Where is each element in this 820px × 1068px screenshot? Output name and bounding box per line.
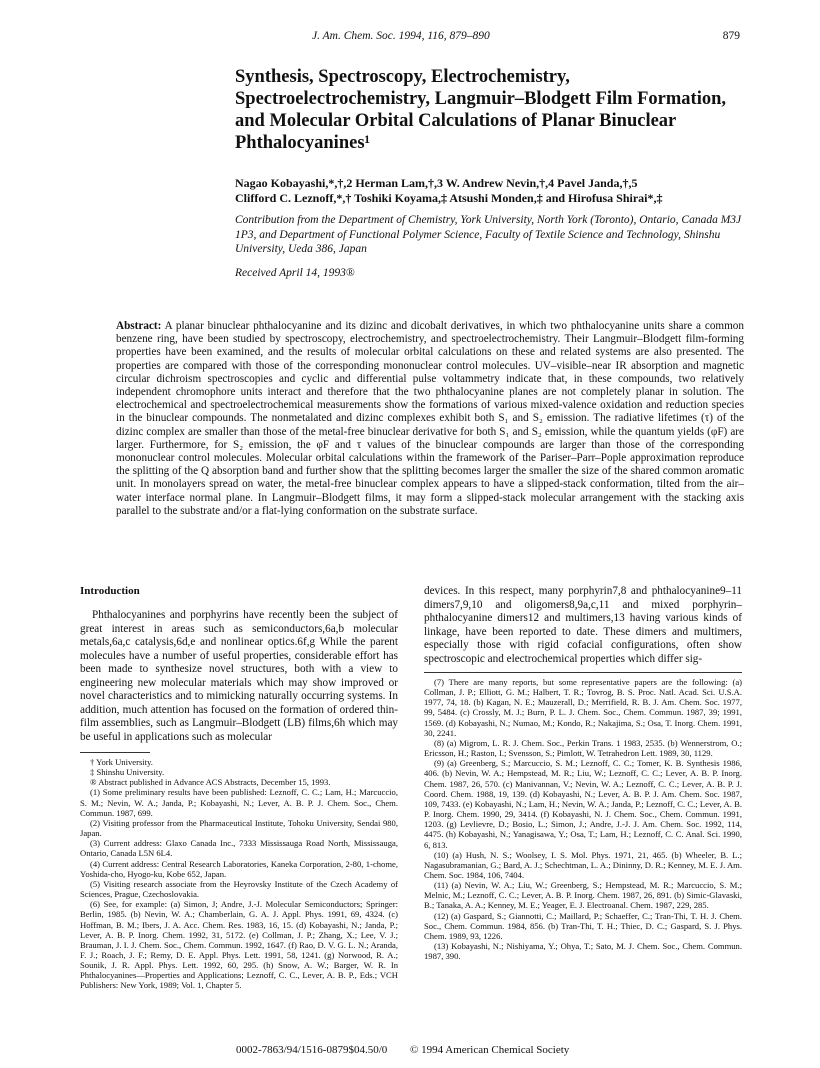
footnote: (1) Some preliminary results have been published: Leznoff, C. C.; Lam, H.; Marcuccio, S. M.; Nevin, W. A.; Janda, P.; Kobayashi, N.; Lever, A. B. P. J. Chem. Soc., Chem. Commun. 1987, 699.: [80, 787, 398, 818]
footnote-divider: [80, 752, 150, 753]
footnote: ‡ Shinshu University.: [90, 767, 165, 778]
section-heading-introduction: Introduction: [80, 585, 140, 597]
footnote: (9) (a) Greenberg, S.; Marcuccio, S. M.; Leznoff, C. C.; Tomer, K. B. Synthesis 1986, 406. (b) Nevin, W. A.; Hempstead, M. R.; Liu, W.; Leznoff, C. C.; Lever, A. B. P. Inorg. Chem. 1987, 26, 570. (c) Manivannan, V.; Nevin, W. A.; Leznoff, C. C.; Lever, A. B. P. J. Coord. Chem. 1988, 19, 139. (d) Kobayashi, N.; Lever, A. B. P. J. Am. Chem. Soc. 1987, 109, 7433. (e) Kobayashi, N.; Lam, H.; Nevin, W. A.; Janda, P.; Leznoff, C. C.; Lever, A. B. P. Inorg. Chem. 1990, 29, 3414. (f) Kobayashi, N. J. Chem. Soc., Chem. Commun. 1991, 1203. (g) Levlievre, D.; Bosio, L.; Simon, J.; Andre, J.-J. J. Am. Chem. Soc. 1992, 114, 4475. (h) Kobayashi, N.; Yanagisawa, Y.; Osa, T.; Lam, H.; Leznoff, C. C. Anal. Sci. 1990, 6, 813.: [424, 758, 742, 850]
abstract-label: Abstract:: [116, 320, 162, 332]
footnote-divider: [424, 672, 742, 673]
footnote: (11) (a) Nevin, W. A.; Liu, W.; Greenberg, S.; Hempstead, M. R.; Marcuccio, S. M.; Melnic, M.; Leznoff, C. C.; Lever, A. B. P. Inorg. Chem. 1987, 26, 891. (b) Simic-Glavaski, B.; Tanaka, A. A.; Kenney, M. E.; Yeager, E. J. Electroanal. Chem. 1987, 229, 285.: [424, 880, 742, 911]
footnote: ® Abstract published in Advance ACS Abstracts, December 15, 1993.: [90, 777, 331, 788]
footnote: (8) (a) Migrom, L. R. J. Chem. Soc., Perkin Trans. 1 1983, 2535. (b) Wennerstrom, O.; Ericsson, H.; Raston, I.; Svensson, S.; Pimlott, W. Tetrahedron Lett. 1989, 30, 1129.: [424, 737, 742, 759]
footnote: (6) See, for example: (a) Simon, J; Andre, J.-J. Molecular Semiconductors; Springer: Berlin, 1985. (b) Nevin, W. A.; Chamberlain, G. A. J. Appl. Phys. 1991, 69, 4324. (c) Hoffman, B. M.; Ibers, J. A. Acc. Chem. Res. 1983, 16, 15. (d) Kobayashi, N.; Janda, P.; Lever, A. B. P. Inorg. Chem. 1992, 31, 5172. (e) Collman, J. P.; Zhang, X.; Lee, V. J.; Brauman, J. I. J. Chem. Soc., Chem. Commun. 1992, 1647. (f) Rao, D. V. G. L. N.; Aranda, F. J.; Roach, J. F.; Remy, D. E. Appl. Phys. Lett. 1991, 58, 1241. (g) Norwood, R. A.; Sounik, J. R. Appl. Phys. Lett. 1992, 60, 295. (h) Snow, A. W.; Barger, W. R. In Phthalocyanines—Properties and Applications; Leznoff, C. C., Lever, A. B. P., Eds.; VCH Publishers: New York, 1989; Vol. 1, Chapter 5.: [80, 899, 398, 991]
footnotes-left: [80, 757, 398, 991]
footnotes-right: [424, 677, 742, 961]
copyright-notice: © 1994 American Chemical Society: [410, 1044, 570, 1056]
footnote: (13) Kobayashi, N.; Nishiyama, Y.; Ohya, T.; Sato, M. J. Chem. Soc., Chem. Commun. 1987, 390.: [424, 941, 742, 962]
footnote: (10) (a) Hush, N. S.; Woolsey, I. S. Mol. Phys. 1971, 21, 465. (b) Wheeler, B. L.; Nagasubramanian, G.; Bard, A. J.; Schechtman, L. A.; Dininny, D. R.; Kenney, M. E. J. Am. Chem. Soc. 1984, 106, 7404.: [424, 849, 742, 880]
received-date: Received April 14, 1993®: [235, 267, 355, 279]
footnote: (2) Visiting professor from the Pharmaceutical Institute, Tohoku University, Sendai 980, Japan.: [80, 817, 398, 839]
footnote: (5) Visiting research associate from the Heyrovsky Institute of the Czech Academy of Sciences, Prague, Czechoslovakia.: [80, 878, 398, 900]
author-list: [235, 176, 755, 206]
right-column: [424, 585, 742, 961]
abstract: [116, 320, 744, 518]
author-line: Clifford C. Leznoff,*,† Toshiki Koyama,‡ Atsushi Monden,‡ and Hirofusa Shirai*,‡: [235, 191, 663, 205]
left-column: [80, 585, 398, 991]
introduction-paragraph: Phthalocyanines and porphyrins have recently been the subject of great interest in areas such as semiconductors,6a,b molecular metals,6a,c catalysis,6d,e and nonlinear optics.6f,g While the parent molecules have a number of useful properties, considerable effort has been made to synthesize novel structures, both with a view to engineering new molecular materials which may show improved or novel characteristics and to mimicking naturally occurring systems. In addition, much attention has focused on the formation of ordered thin-film assemblies, such as Langmuir–Blodgett (LB) films,6h which may be useful in applications such as molecular: [80, 609, 398, 743]
footnote: (12) (a) Gaspard, S.; Giannotti, C.; Maillard, P.; Schaeffer, C.; Tran-Thi, T. H. J. Chem. Soc., Chem. Commun. 1984, 856. (b) Tran-Thi, T. H.; Thiec, D. C.; Gaspard, S. J. Phys. Chem. 1989, 93, 1226.: [424, 910, 742, 941]
author-line: Nagao Kobayashi,*,†,2 Herman Lam,†,3 W. Andrew Nevin,†,4 Pavel Janda,†,5: [235, 176, 638, 190]
abstract-text: A planar binuclear phthalocyanine and its dizinc and dicobalt derivatives, in which two phthalocyanine units share a common benzene ring, have been studied by spectroscopy, electrochemistry, and spectroelectrochemistry. Their Langmuir–Blodgett film-forming properties have been examined, and the results of molecular orbital calculations on these and related systems are also presented. The properties are compared with those of the corresponding mononuclear control molecules. UV–visible–near IR absorption and magnetic circular dichroism spectroscopies and cyclic and differential pulse voltammetry indicate that, in these compounds, two relatively independent chromophore units interact and therefore that the two phthalocyanine planes are not completely planar in solution. The electrochemical and spectroelectrochemical measurements show the formations of various mixed-valence oxidation and reduction species in the binuclear compounds. The nonmetalated and dizinc complexes exhibit both S₁ and S₂ emission. The radiative lifetimes (τ) of the dizinc complex are smaller than those of the metal-free binuclear derivative for both S₁ and S₂ emission, while the quantum yields (φF) are larger. Furthermore, for S₂ emission, the φF and τ values of the binuclear compounds are larger than those of the corresponding mononuclear control molecules. Molecular orbital calculations within the framework of the Pariser–Parr–Pople approximation reproduce the splitting of the Q absorption band and further show that the splitting becomes larger the smaller the size of the shared common aromatic unit. In monolayers spread on water, the metal-free binuclear complex appears to have a slipped-stack conformation, tilted from the air–water interface normal plane. In Langmuir–Blodgett films, it may form a slipped-stack molecular arrangement with the stacking axis parallel to the substrate and/or a flat-lying conformation on the substrate surface.: [116, 320, 744, 517]
footnote: (4) Current address: Central Research Laboratories, Kaneka Corporation, 2-80, 1-chome, Yoshida-cho, Hyogo-ku, Kobe 652, Japan.: [80, 858, 398, 879]
page-number: 879: [722, 30, 740, 42]
footnote: (3) Current address: Glaxo Canada Inc., 7333 Mississauga Road North, Mississauga, Ontario, Canada L5N 6L4.: [80, 838, 398, 859]
footnote: (7) There are many reports, but some representative papers are the following: (a) Collman, J. P.; Elliott, G. M.; Halbert, T. R.; Tovrog, B. S. Proc. Natl. Acad. Sci. U.S.A. 1977, 74, 18. (b) Kagan, N. E.; Mauzerall, D.; Merrifield, R. B. J. Am. Chem. Soc. 1977, 99, 5484. (c) Crossly, M. J.; Burn, P. L. J. Chem. Soc., Chem. Commun. 1987, 39; 1991, 1569. (d) Kobayashi, N.; Numao, M.; Kondo, R.; Nakajima, S.; Osa, T. Inorg. Chem. 1991, 30, 2241.: [424, 677, 742, 738]
article-title: Synthesis, Spectroscopy, Electrochemistry, Spectroelectrochemistry, Langmuir–Blodgett Film Formation, and Molecular Orbital Calculations of Planar Binuclear Phthalocyanines¹: [235, 67, 727, 153]
affiliation: Contribution from the Department of Chemistry, York University, North York (Toronto), Ontario, Canada M3J 1P3, and Department of Functional Polymer Science, Faculty of Textile Science and Technology, Shinshu University, Ueda 386, Japan: [235, 214, 742, 255]
footnote: † York University.: [90, 757, 153, 767]
introduction-continuation: devices. In this respect, many porphyrin7,8 and phthalocyanine9–11 dimers7,9,10 and oligomers8,9a,c,11 and mixed porphyrin–phthalocyanine dimers12 and multimers,13 having various kinds of linkage, have been reported to date. These dimers and multimers, especially those with rigid cofacial configurations, often show spectroscopic and electrochemical properties which differ sig-: [424, 585, 742, 665]
price-code: 0002-7863/94/1516-0879$04.50/0: [236, 1044, 388, 1056]
running-header-journal: J. Am. Chem. Soc. 1994, 116, 879–890: [312, 30, 490, 42]
